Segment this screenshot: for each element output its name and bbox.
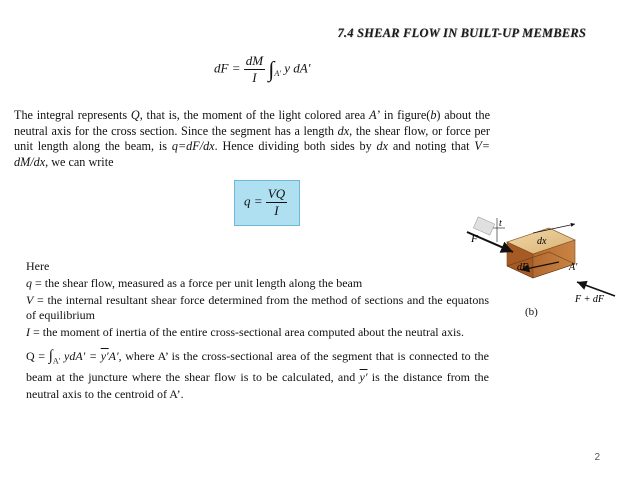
def-subscript: A′ [52, 356, 61, 366]
para-symbol: V= dM/dx [14, 139, 490, 169]
label-dF: dF [517, 262, 529, 273]
eq1-integral: ∫ [268, 56, 275, 82]
definition-i [26, 325, 489, 340]
para-text: . Hence dividing both sides by [214, 139, 377, 153]
label-A: A′ [569, 262, 578, 273]
para-text: , we can write [45, 154, 114, 169]
def-symbol: q [26, 276, 32, 290]
figure-caption: (b) [525, 306, 538, 318]
definition-Q [26, 348, 489, 403]
def-text: Q = [26, 349, 49, 363]
eq1-numerator: dM [245, 53, 264, 68]
para-symbol: b [430, 108, 437, 122]
para-text: ) about the neutral axis for the cross section. Since the segment has a length [14, 108, 491, 138]
eq2-numerator: VQ [267, 186, 286, 201]
page-number: 2 [594, 452, 600, 463]
para-text: , that is, the moment of the light colored area [139, 108, 370, 122]
eq1-subscript: A' [274, 69, 281, 79]
def-text: = the moment of inertia of the entire cross-sectional area computed about the neutral axis. [30, 325, 464, 339]
eq1-fraction [244, 53, 265, 86]
para-symbol: dx [337, 123, 350, 138]
para-symbol: q=dF/dx [171, 139, 215, 153]
eq1-denominator: I [252, 70, 257, 85]
para-text: and noting that [388, 139, 475, 153]
para-symbol: Q [130, 108, 140, 122]
def-text: = the shear flow, measured as a force per unit length along the beam [32, 276, 363, 290]
def-expr: ydA′ = [60, 349, 101, 363]
def-ybar: y′ [100, 349, 109, 363]
beam-segment-figure [455, 210, 625, 305]
para-symbol: dx [376, 139, 389, 153]
def-integral: ∫ [48, 348, 53, 364]
definition-q [26, 276, 489, 291]
eq2-denominator: I [274, 203, 279, 218]
def-text: is the distance from the neutral axis to the centroid of A’. [26, 370, 489, 402]
definition-v [26, 293, 489, 324]
eq2-fraction [266, 186, 287, 219]
para-text: , the shear flow, or force per unit length along the beam, is [14, 123, 490, 153]
equation-dF [214, 53, 364, 103]
explanation-paragraph [14, 108, 490, 170]
def-symbol: V [26, 293, 34, 307]
def-symbol: I [26, 325, 30, 339]
label-t: t [499, 218, 502, 229]
label-dx: dx [537, 236, 547, 247]
para-symbol: A’ [369, 108, 381, 122]
eq1-integrand: y dA′ [284, 60, 311, 76]
here-label: Here [26, 259, 50, 273]
eq1-lhs: dF = [214, 60, 241, 76]
def-expr: A′ [108, 349, 119, 363]
shear-flow-equation [244, 186, 287, 219]
label-F: F [471, 233, 478, 245]
def-ybar: y′ [359, 370, 368, 385]
def-text: = the internal resultant shear force determined from the method of sections and the equatons of equilibrium [26, 293, 489, 323]
def-text: , where A’ is the cross-sectional area of the segment that is connected to the beam at the juncture where the shear flow is to be calculated, and [26, 349, 489, 385]
para-text: in figure( [380, 108, 431, 122]
para-text: The integral represents [14, 108, 131, 122]
section-title: 7.4 SHEAR FLOW IN BUILT-UP MEMBERS [337, 26, 586, 40]
eq2-lhs: q = [244, 193, 263, 209]
label-F-plus-dF: F + dF [575, 294, 604, 305]
